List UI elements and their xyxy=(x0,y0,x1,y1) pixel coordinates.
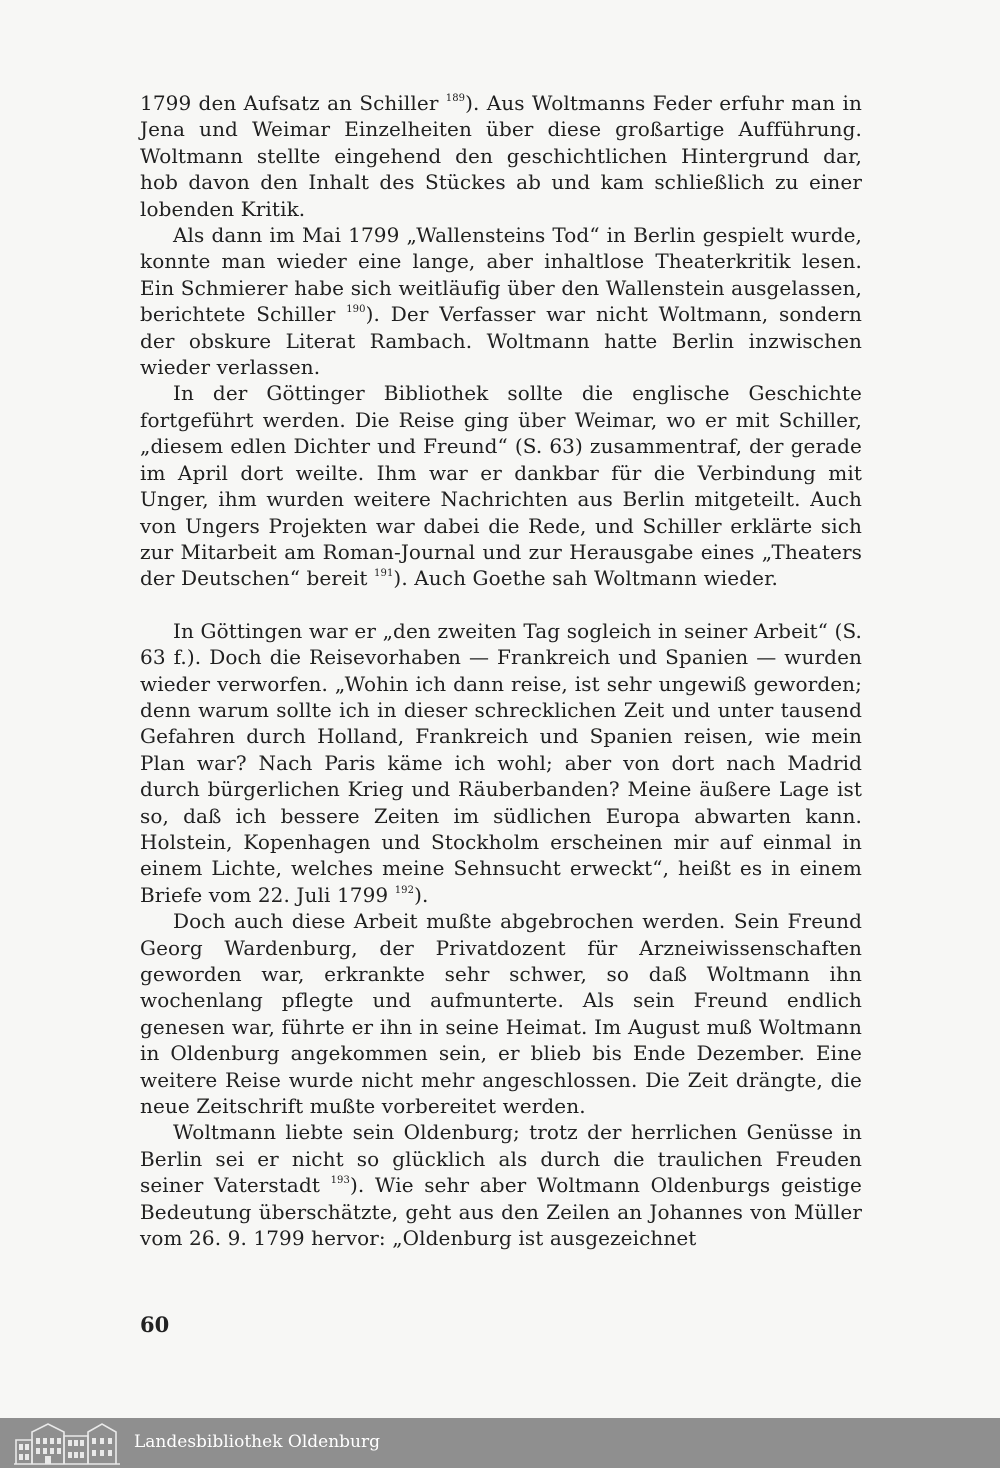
footer-bar xyxy=(0,1418,1000,1468)
library-name: Landesbibliothek Oldenburg xyxy=(134,1432,381,1452)
text-run: In der Göttinger Bibliothek sollte die englische Geschichte fortgeführt werden. Die Reise ging über Weimar, wo er mit Schiller, „diesem edlen Dichter und Freund“ (S. 63) zusammentraf, der gerade im April dort weilte. Ihm war er dankbar für die Verbindung mit Unger, ihm wurden weitere Nachrichten aus Berlin mitgeteilt. Auch von Ungers Projekten war dabei die Rede, und Schiller erklärte sich zur Mitarbeit am Roman-Journal und zur Herausgabe eines „Theaters der Deutschen“ bereit xyxy=(140,381,862,591)
paragraph xyxy=(140,90,862,222)
footnote-ref: 193 xyxy=(330,1175,350,1187)
footnote-ref: 190 xyxy=(346,304,366,316)
text-run: ). Der Verfasser war nicht Woltmann, sondern der obskure Literat Rambach. Woltmann hatte Berlin inzwischen wieder verlassen. xyxy=(140,302,862,380)
paragraph xyxy=(140,618,862,908)
paragraph xyxy=(140,1119,862,1251)
section-gap xyxy=(140,592,862,618)
page-number: 60 xyxy=(140,1312,170,1337)
text-run: ). Auch Goethe sah Woltmann wieder. xyxy=(393,566,778,591)
text-run: Als dann im Mai 1799 „Wallensteins Tod“ in Berlin gespielt wurde, konnte man wieder eine lange, aber inhaltlose Theaterkritik lesen. Ein Schmierer habe sich weitläufig über den Wallenstein ausgelassen, berichtete Schiller xyxy=(140,223,862,327)
text-run: In Göttingen war er „den zweiten Tag sogleich in seiner Arbeit“ (S. 63 f.). Doch die Reisevorhaben — Frankreich und Spanien — wurden wieder verworfen. „Wohin ich dann reise, ist sehr ungewiß geworden; denn warum sollte ich in dieser schrecklichen Zeit und unter tausend Gefahren durch Holland, Frankreich und Spanien reisen, wie mein Plan war? Nach Paris käme ich wohl; aber von dort nach Madrid durch bürgerlichen Krieg und Räuberbanden? Meine äußere Lage ist so, daß ich bessere Zeiten im südlichen Europa abwarten kann. Holstein, Kopenhagen und Stockholm erscheinen mir auf einmal in einem Lichte, welches meine Sehnsucht erweckt“, heißt es in einem Briefe vom 22. Juli 1799 xyxy=(140,618,862,907)
paragraph xyxy=(140,222,862,380)
text-run: ). Aus Woltmanns Feder erfuhr man in Jena und Weimar Einzelheiten über diese großartige Aufführung. Woltmann stellte eingehend den geschichtlichen Hintergrund dar, hob davon den Inhalt des Stückes ab und kam schließlich zu einer lobenden Kritik. xyxy=(140,91,862,221)
footnote-ref: 192 xyxy=(394,884,415,896)
library-building-icon xyxy=(12,1420,124,1466)
text-run: 1799 den Aufsatz an Schiller xyxy=(140,91,446,115)
paragraph xyxy=(140,380,862,591)
body-text xyxy=(140,90,862,1251)
footnote-ref: 191 xyxy=(374,568,394,580)
text-run: ). xyxy=(414,882,429,907)
text-run: Woltmann liebte sein Oldenburg; trotz der herrlichen Genüsse in Berlin sei er nicht so glücklich als durch die traulichen Freuden seiner Vaterstadt xyxy=(140,1120,862,1198)
text-run: ). Wie sehr aber Woltmann Oldenburgs geistige Bedeutung überschätzte, geht aus den Zeilen an Johannes von Müller vom 26. 9. 1799 hervor: „Oldenburg ist ausgezeichnet xyxy=(140,1173,862,1251)
text-run: Doch auch diese Arbeit mußte abgebrochen werden. Sein Freund Georg Wardenburg, der Privatdozent für Arzneiwissenschaften geworden war, erkrankte sehr schwer, so daß Woltmann ihn wochenlang pflegte und aufmunterte. Als sein Freund endlich genesen war, führte er ihn in seine Heimat. Im August muß Woltmann in Oldenburg angekommen sein, er blieb bis Ende Dezember. Eine weitere Reise wurde nicht mehr angeschlossen. Die Zeit drängte, die neue Zeitschrift mußte vorbereitet werden. xyxy=(140,909,862,1119)
paragraph xyxy=(140,908,862,1119)
footnote-ref: 189 xyxy=(445,93,466,104)
